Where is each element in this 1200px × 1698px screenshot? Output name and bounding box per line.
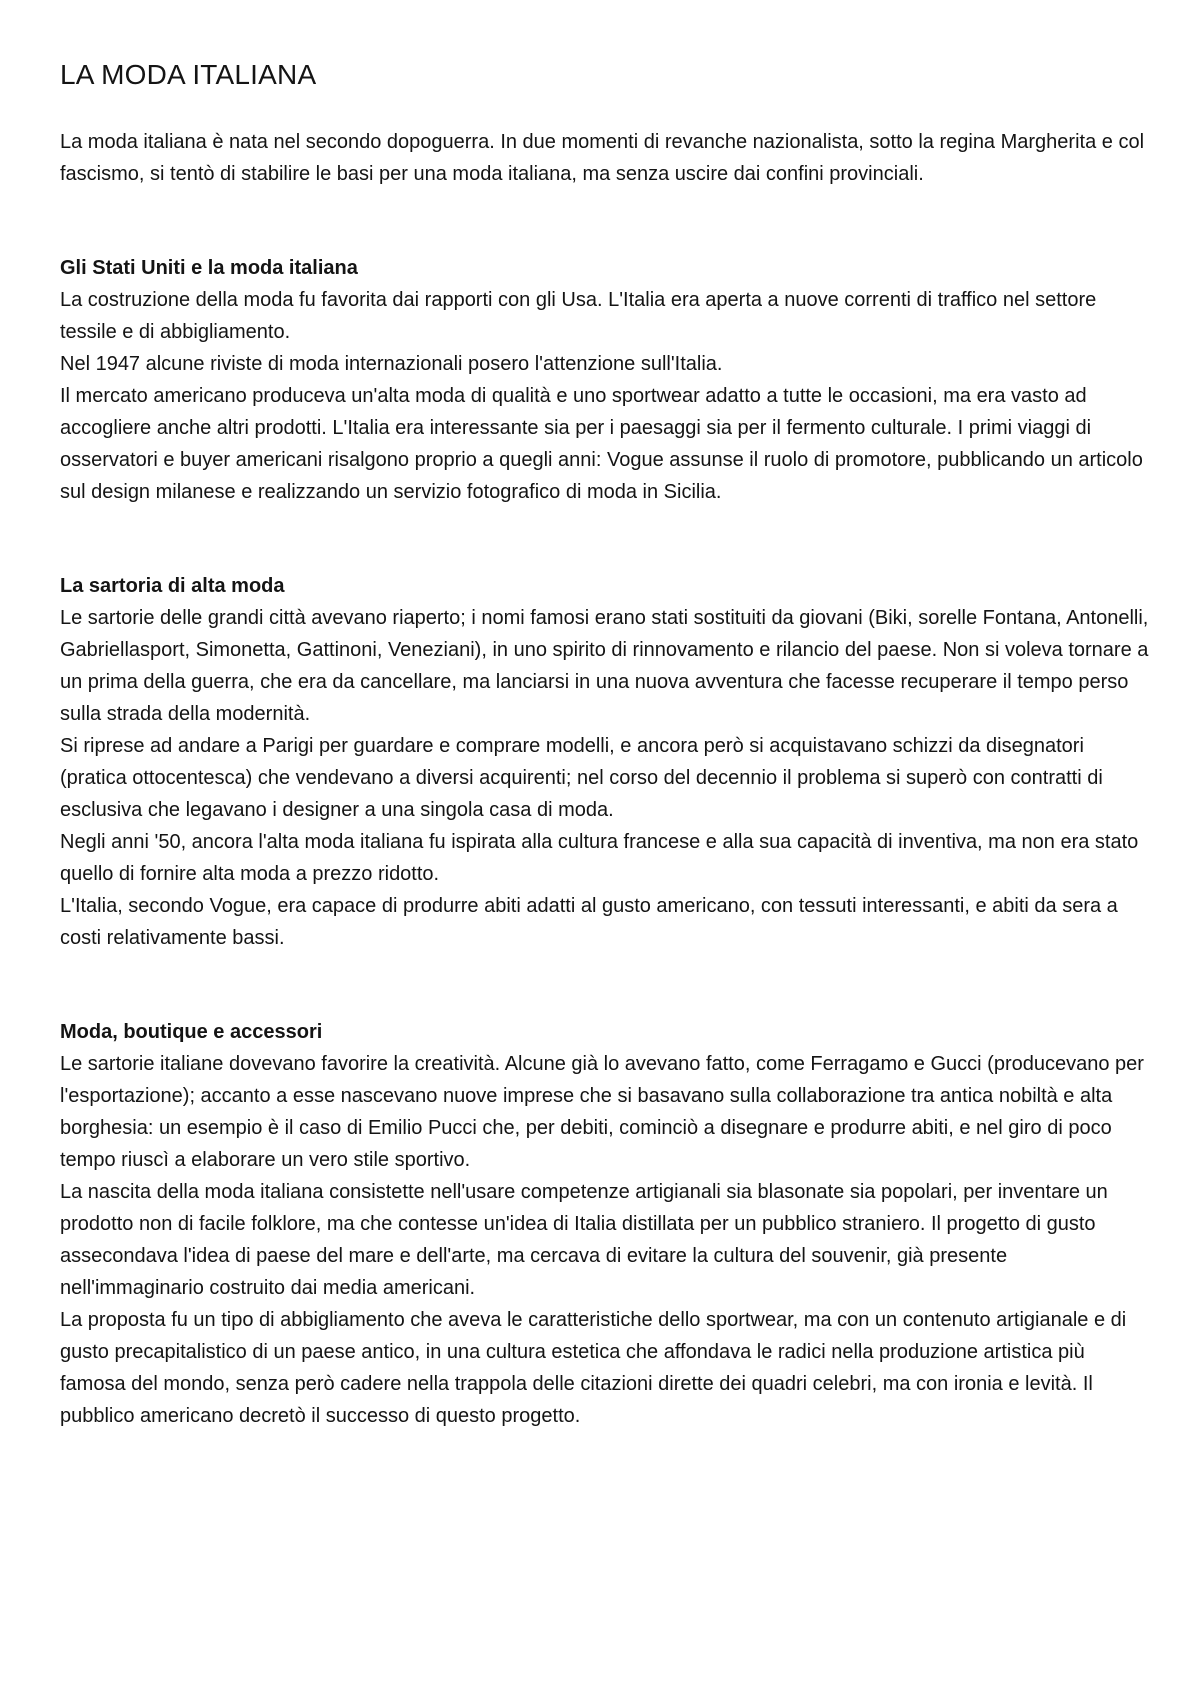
intro-paragraph: La moda italiana è nata nel secondo dopoguerra. In due momenti di revanche nazionalista, sotto la regina Margherita e col fascismo, si tentò di stabilire le basi per una moda italiana, ma senza uscire dai confini provinciali. [60, 131, 1145, 185]
section-paragraph: Negli anni '50, ancora l'alta moda italiana fu ispirata alla cultura francese e alla sua capacità di inventiva, ma non era stato quello di fornire alta moda a prezzo ridotto. [60, 831, 1139, 885]
section-paragraph: Le sartorie italiane dovevano favorire la creatività. Alcune già lo avevano fatto, come Ferragamo e Gucci (producevano per l'esportazione); accanto a esse nascevano nuove imprese che si basavano sulla collaborazione tra antica nobiltà e alta borghesia: un esempio è il caso di Emilio Pucci che, per debiti, cominciò a disegnare e produrre abiti, e nel giro di poco tempo riuscì a elaborare un vero stile sportivo. [60, 1053, 1144, 1171]
section-paragraph: La costruzione della moda fu favorita dai rapporti con gli Usa. L'Italia era aperta a nuove correnti di traffico nel settore tessile e di abbigliamento. [60, 289, 1097, 343]
section-paragraph: Si riprese ad andare a Parigi per guardare e comprare modelli, e ancora però si acquistavano schizzi da disegnatori (pratica ottocentesca) che vendevano a diversi acquirenti; nel corso del decennio il problema si superò con contratti di esclusiva che legavano i designer a una singola casa di moda. [60, 735, 1103, 821]
section-boutique [60, 1016, 1150, 1432]
section-heading: Moda, boutique e accessori [60, 1021, 323, 1043]
section-heading: La sartoria di alta moda [60, 575, 285, 597]
section-sartoria [60, 570, 1150, 954]
document-page [60, 58, 1150, 1432]
section-paragraph: La proposta fu un tipo di abbigliamento che aveva le caratteristiche dello sportwear, ma con un contenuto artigianale e di gusto precapitalistico di un paese antico, in una cultura estetica che affondava le radici nella produzione artistica più famosa del mondo, senza però cadere nella trappola delle citazioni dirette dei quadri celebri, ma con ironia e levità. Il pubblico americano decretò il successo di questo progetto. [60, 1309, 1127, 1427]
document-title: LA MODA ITALIANA [60, 59, 317, 90]
section-paragraph: Nel 1947 alcune riviste di moda internazionali posero l'attenzione sull'Italia. [60, 353, 723, 375]
section-paragraph: Le sartorie delle grandi città avevano riaperto; i nomi famosi erano stati sostituiti da giovani (Biki, sorelle Fontana, Antonelli, Gabriellasport, Simonetta, Gattinoni, Veneziani), in uno spirito di rinnovamento e rilancio del paese. Non si voleva tornare a un prima della guerra, che era da cancellare, ma lanciarsi in una nuova avventura che facesse recuperare il tempo perso sulla strada della modernità. [60, 607, 1149, 725]
section-paragraph: La nascita della moda italiana consistette nell'usare competenze artigianali sia blasonate sia popolari, per inventare un prodotto non di facile folklore, ma che contesse un'idea di Italia distillata per un pubblico straniero. Il progetto di gusto assecondava l'idea di paese del mare e dell'arte, ma cercava di evitare la cultura del souvenir, già presente nell'immaginario costruito dai media americani. [60, 1181, 1108, 1299]
section-paragraph: L'Italia, secondo Vogue, era capace di produrre abiti adatti al gusto americano, con tessuti interessanti, e abiti da sera a costi relativamente bassi. [60, 895, 1118, 949]
section-paragraph: Il mercato americano produceva un'alta moda di qualità e uno sportwear adatto a tutte le occasioni, ma era vasto ad accogliere anche altri prodotti. L'Italia era interessante sia per i paesaggi sia per il fermento culturale. I primi viaggi di osservatori e buyer americani risalgono proprio a quegli anni: Vogue assunse il ruolo di promotore, pubblicando un articolo sul design milanese e realizzando un servizio fotografico di moda in Sicilia. [60, 385, 1143, 503]
section-stati-uniti [60, 252, 1150, 508]
section-heading: Gli Stati Uniti e la moda italiana [60, 257, 358, 279]
